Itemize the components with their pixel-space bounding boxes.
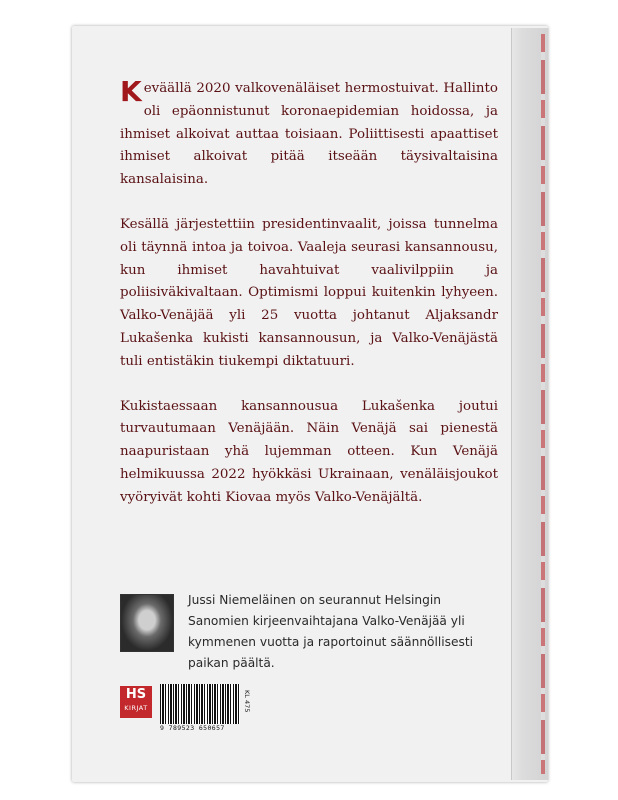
blurb-paragraph-3: Kukistaessaan kansannousua Lukašenka joutui turvautumaan Venäjään. Näin Venäjä sai pienestä naapuristaan yhä lujemman otteen. Kun Venäjä helmikuussa 2022 hyökkäsi Ukrainaan, venäläisjoukot vyöryivät kohti Kiovaa myös Valko-Venäjältä. [120,398,498,505]
barcode-bars [160,684,240,724]
author-photo [120,594,174,652]
publisher-logo-hs: HS [125,687,147,702]
blurb-text [120,75,498,532]
spine-red-stripe [541,34,545,774]
author-bio: Jussi Niemeläinen on seurannut Helsingin Sanomien kirjeenvaihtajana Valko-Venäjää yli kymmenen vuotta ja raportoinut säännöllisesti paikan päältä. [188,593,474,670]
blurb-paragraph-1-text: eväällä 2020 valkovenäläiset hermostuivat. Hallinto oli epäonnistunut koronaepidemian hoidossa, ja ihmiset alkoivat auttaa toisiaan. Poliittisesti apaattiset ihmiset alkoivat pitää itseään täysivaltaisina kansalaisina. [120,81,498,188]
blurb-paragraph-2: Kesällä järjestettiin presidentinvaalit, joissa tunnelma oli täynnä intoa ja toivoa. Vaaleja seurasi kansannousu, kun ihmiset havahtuivat vaalivilppiin ja poliisiväkivaltaan. Optimismi loppui kuitenkin lyhyeen. Valko-Venäjää yli 25 vuotta johtanut Aljaksandr Lukašenka kukisti kansannousun, ja Valko-Venäjästä tuli entistäkin tiukempi diktatuuri. [120,216,498,369]
blurb-paragraph-1 [120,75,498,192]
product-code: KL 475 [243,690,251,713]
drop-cap: K [120,75,142,108]
isbn-number: 9 789523 650657 [160,724,225,732]
publisher-logo-kirjat: KIRJAT [124,704,148,712]
publisher-logo [120,686,152,718]
isbn-barcode [160,684,240,732]
